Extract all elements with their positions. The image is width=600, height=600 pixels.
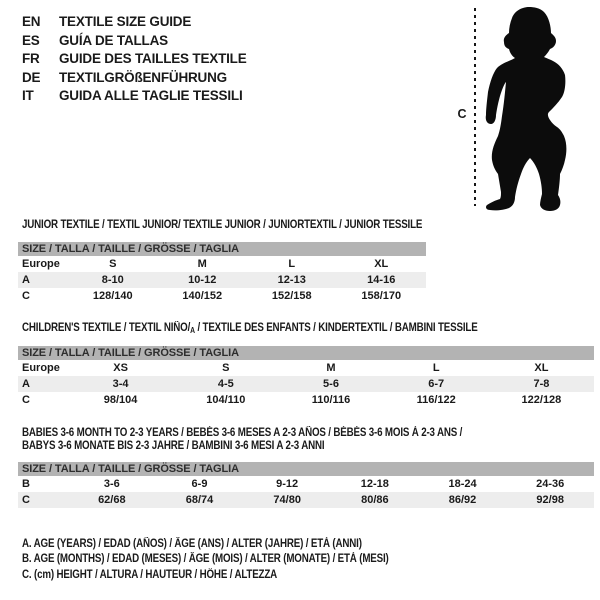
size-value-cell: 74/80 (273, 494, 301, 506)
guide-title: GUIDA ALLE TAGLIE TESSILI (59, 88, 243, 104)
size-value-cell: 116/122 (416, 394, 456, 406)
section-title (22, 427, 594, 453)
size-value-cell: L (288, 258, 296, 270)
size-value-cell: XL (534, 362, 549, 374)
size-value-cell: L (432, 362, 440, 374)
section-title-line: CHILDREN'S TEXTILE / TEXTIL NIÑO/$_A$ / TEXTILE DES ENFANTS / KINDERTEXTIL / BAMBINI TESSILE (22, 322, 478, 335)
size-value-cell: 3-6 (103, 478, 120, 490)
size-value-cell: 98/104 (103, 394, 138, 406)
row-label: C (22, 290, 30, 302)
table-row-a (18, 272, 426, 288)
baby-silhouette-icon (482, 4, 582, 212)
language-row (22, 50, 247, 69)
size-header-bar: SIZE / TALLA / TAILLE / GRÖSSE / TAGLIA (18, 462, 594, 476)
language-code: EN (22, 14, 41, 29)
row-label: A (22, 274, 30, 286)
table-row-a (18, 376, 594, 392)
size-value-cell: 7-8 (533, 378, 550, 390)
row-label: A (22, 378, 30, 390)
guide-title: GUIDE DES TAILLES TEXTILE (59, 51, 247, 67)
guide-title: GUÍA DE TALLAS (59, 32, 168, 48)
size-value-cell: 9-12 (276, 478, 299, 490)
size-value-cell: 4-5 (217, 378, 234, 390)
size-value-cell: 128/140 (92, 290, 133, 302)
size-value-cell: 3-4 (112, 378, 129, 390)
guide-title: TEXTILGRÖßENFÜHRUNG (59, 69, 227, 85)
table-row-c (18, 492, 594, 508)
section-title (22, 322, 594, 337)
footnote-legend (22, 537, 453, 583)
size-value-cell: 18-24 (448, 478, 477, 490)
size-value-cell: 6-9 (191, 478, 208, 490)
size-value-cell: S (109, 258, 117, 270)
size-value-cell: 80/86 (361, 494, 389, 506)
language-title-list (22, 13, 247, 106)
section-title-line: BABIES 3-6 MONTH TO 2-3 YEARS / BEBÉS 3-6 MESES A 2-3 AÑOS / BÉBÉS 3-6 MOIS À 2-3 ANS / (22, 427, 463, 439)
size-value-cell: 12-18 (360, 478, 389, 490)
section-childrens-textile (18, 322, 594, 408)
footnote-line: B. AGE (MONTHS) / EDAD (MESES) / ÂGE (MOIS) / ALTER (MONATE) / ETÀ (MESI) (22, 553, 389, 566)
language-row (22, 32, 247, 51)
language-row (22, 69, 247, 88)
height-dashed-line (474, 8, 476, 206)
language-code: FR (22, 51, 40, 67)
size-value-cell: 62/68 (98, 494, 126, 506)
row-label: C (22, 494, 30, 506)
size-value-cell: 92/98 (536, 494, 564, 506)
footnote-line: C. (cm) HEIGHT / ALTURA / HAUTEUR / HÖHE / ALTEZZA (22, 568, 278, 581)
size-value-cell: 158/170 (361, 290, 402, 302)
size-value-cell: M (326, 362, 336, 374)
language-row (22, 87, 247, 106)
size-value-cell: 104/110 (206, 394, 246, 406)
row-label: B (22, 478, 30, 490)
size-header-bar: SIZE / TALLA / TAILLE / GRÖSSE / TAGLIA (18, 242, 426, 256)
section-title-line: JUNIOR TEXTILE / TEXTIL JUNIOR/ TEXTILE JUNIOR / JUNIORTEXTIL / JUNIOR TESSILE (22, 219, 423, 231)
size-value-cell: 110/116 (311, 394, 351, 406)
size-value-cell: M (197, 258, 207, 270)
language-row (22, 13, 247, 32)
language-code: DE (22, 69, 41, 85)
row-label: C (22, 394, 30, 406)
size-value-cell: S (222, 362, 230, 374)
size-value-cell: 6-7 (428, 378, 445, 390)
size-table (18, 462, 594, 508)
section-title-line: BABYS 3-6 MONATE BIS 2-3 JAHRE / BAMBINI 3-6 MESI A 2-3 ANNI (22, 440, 325, 452)
size-value-cell: 24-36 (536, 478, 565, 490)
row-label: Europe (22, 362, 60, 374)
table-row-c (18, 288, 426, 304)
size-value-cell: 8-10 (101, 274, 124, 286)
size-value-cell: 86/92 (448, 494, 477, 506)
guide-title: TEXTILE SIZE GUIDE (59, 14, 192, 29)
row-label: Europe (22, 258, 60, 270)
table-row-c (18, 392, 594, 408)
size-value-cell: 14-16 (367, 274, 396, 286)
size-value-cell: 68/74 (185, 494, 214, 506)
section-title (22, 219, 594, 232)
language-code: ES (22, 32, 40, 48)
language-code: IT (22, 88, 34, 104)
size-table (18, 242, 426, 304)
size-value-cell: 10-12 (188, 274, 217, 286)
size-value-cell: 5-6 (323, 378, 339, 390)
section-babies-textile (18, 427, 594, 508)
footnote-line: A. AGE (YEARS) / EDAD (AÑOS) / ÂGE (ANS) / ALTER (JAHRE) / ETÀ (ANNI) (22, 538, 362, 550)
size-value-cell: XS (113, 362, 128, 374)
table-row-europe (18, 360, 594, 376)
size-header-bar: SIZE / TALLA / TAILLE / GRÖSSE / TAGLIA (18, 346, 594, 360)
table-row-europe (18, 256, 426, 272)
height-measure-label: C (457, 107, 467, 121)
size-value-cell: 140/152 (182, 290, 223, 302)
size-value-cell: 152/158 (271, 290, 312, 302)
size-table (18, 346, 594, 408)
size-value-cell: 122/128 (521, 394, 562, 406)
size-value-cell: 12-13 (277, 274, 306, 286)
size-value-cell: XL (374, 258, 389, 270)
section-junior-textile (18, 219, 594, 304)
table-row-b (18, 476, 594, 492)
